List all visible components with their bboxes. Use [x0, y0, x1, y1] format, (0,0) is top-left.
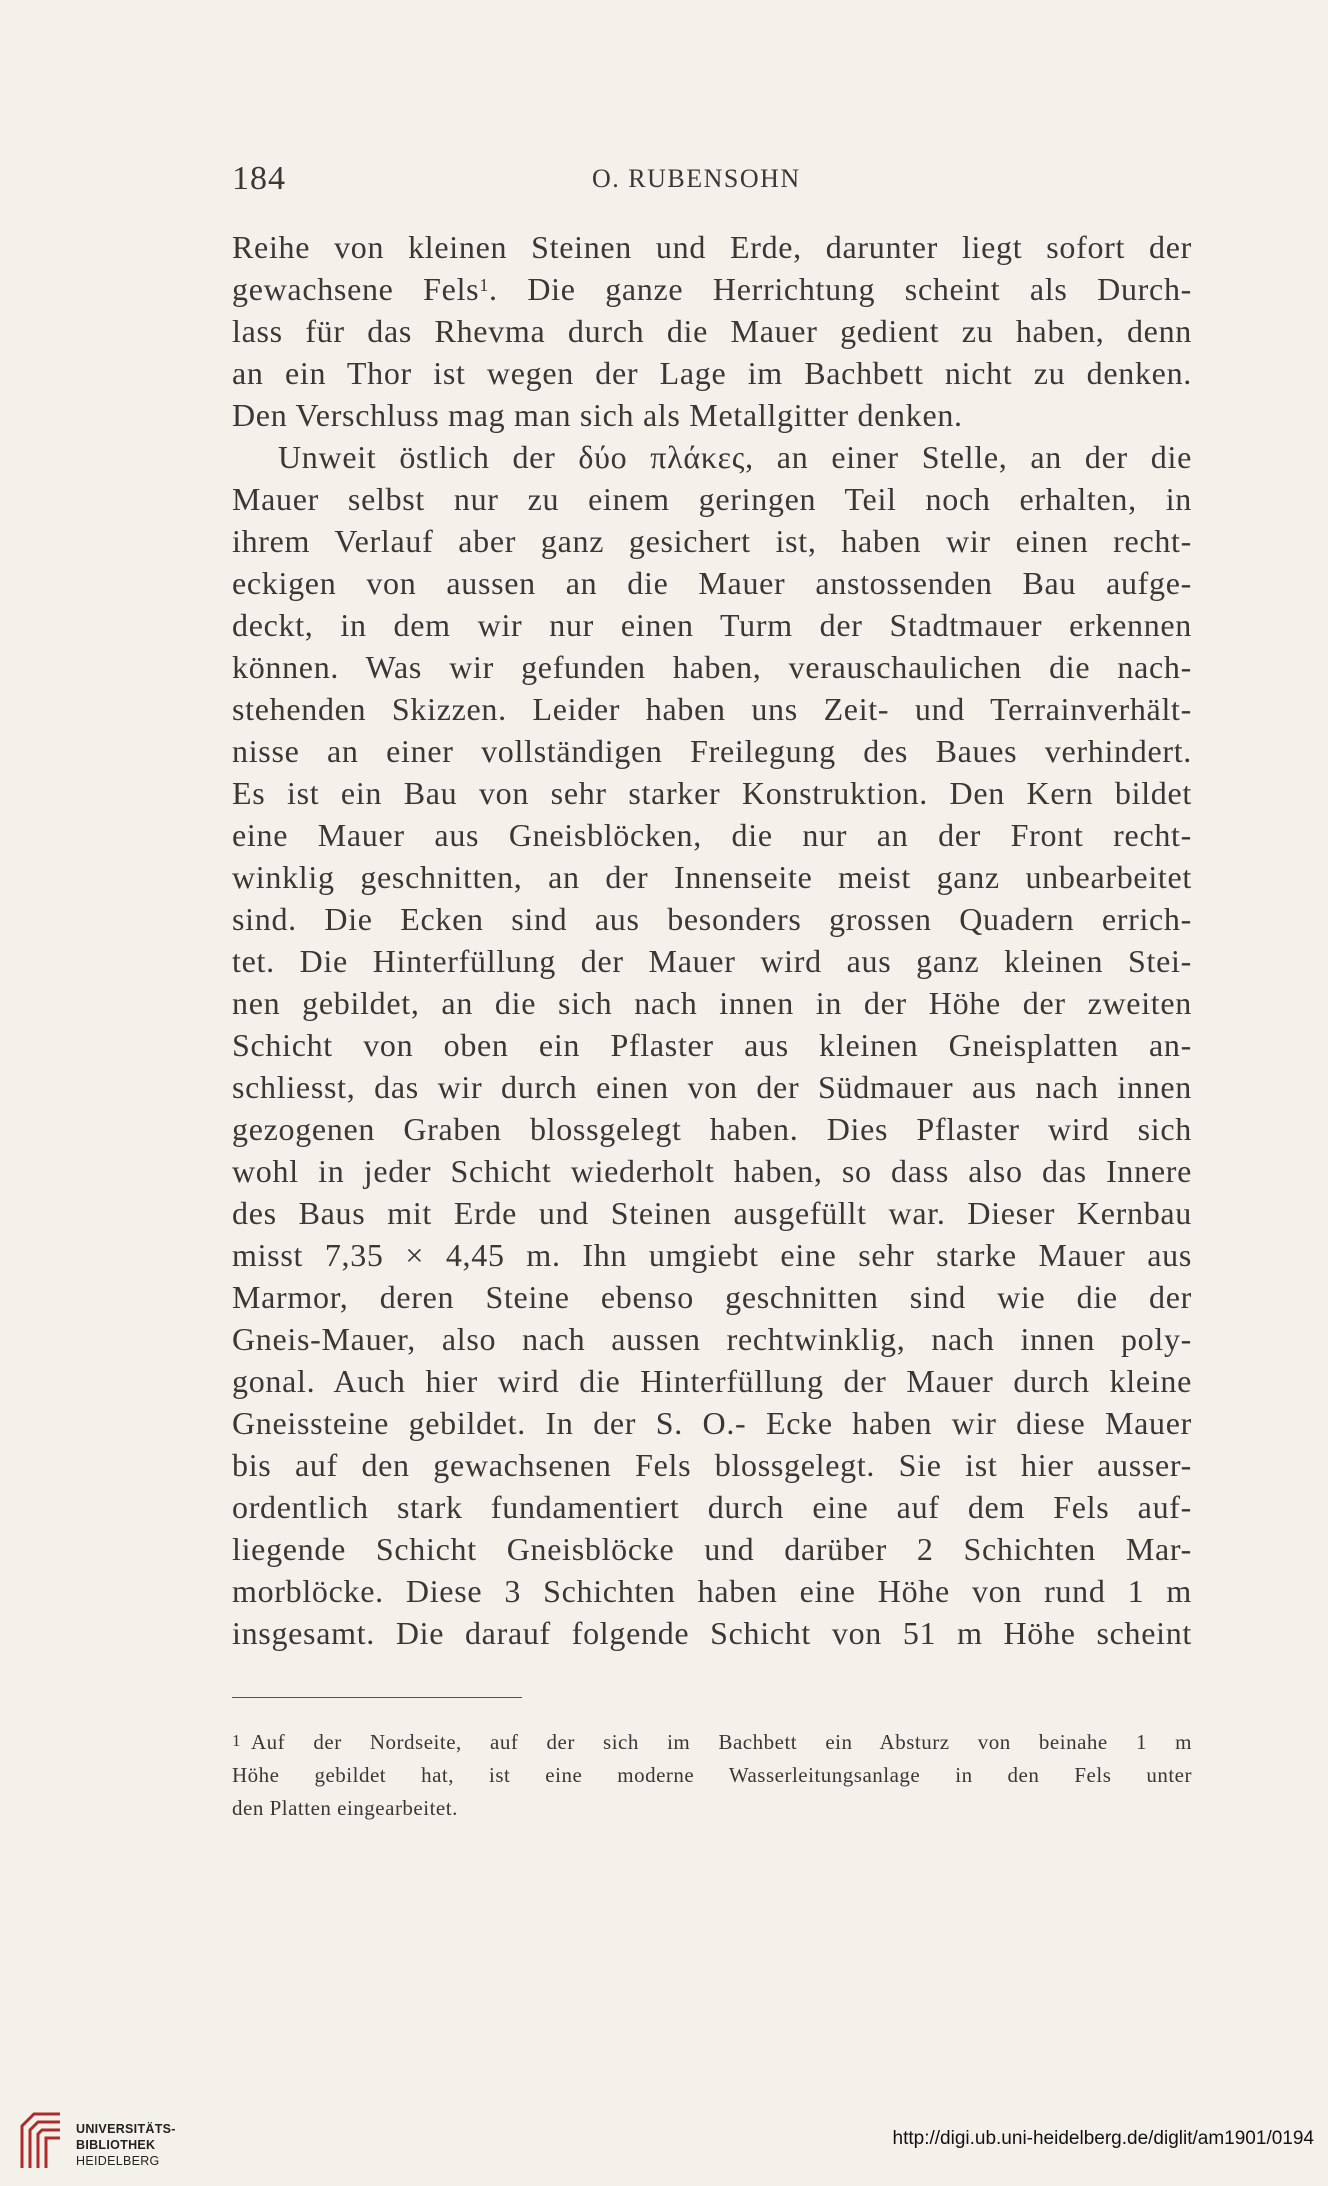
text-line: sind. Die Ecken sind aus besonders grossen Quadern errich-: [232, 901, 1192, 937]
text-line: des Baus mit Erde und Steinen ausgefüllt war. Dieser Kernbau: [232, 1195, 1192, 1231]
text-line: Den Verschluss mag man sich als Metallgitter denken.: [232, 397, 963, 433]
footnote-divider: [232, 1697, 522, 1698]
footnote-text: Auf der Nordseite, auf der sich im Bachbett ein Absturz von beinahe 1 m: [251, 1730, 1192, 1754]
library-name-line: UNIVERSITÄTS-: [76, 2122, 176, 2136]
text-line: wohl in jeder Schicht wiederholt haben, so dass also das Innere: [232, 1153, 1192, 1189]
text-line: können. Was wir gefunden haben, verauschaulichen die nach-: [232, 649, 1192, 685]
text-line: schliesst, das wir durch einen von der Südmauer aus nach innen: [232, 1069, 1192, 1105]
text-line: stehenden Skizzen. Leider haben uns Zeit- und Terrainverhält-: [232, 691, 1192, 727]
text-line: misst 7,35 × 4,45 m. Ihn umgiebt eine sehr starke Mauer aus: [232, 1237, 1192, 1273]
text-line: Unweit östlich der δύο πλάκες, an einer Stelle, an der die: [278, 439, 1192, 475]
text-line: ordentlich stark fundamentiert durch eine auf dem Fels auf-: [232, 1489, 1192, 1525]
text-segment: gewachsene Fels: [232, 271, 480, 307]
text-line: tet. Die Hinterfüllung der Mauer wird aus ganz kleinen Stei-: [232, 943, 1192, 979]
text-segment: .: [489, 271, 528, 307]
text-line: insgesamt. Die darauf folgende Schicht von 51 m Höhe scheint: [232, 1615, 1192, 1651]
source-url-link[interactable]: http://digi.ub.uni-heidelberg.de/diglit/am1901/0194: [892, 2128, 1314, 2149]
footnote-marker: 1: [232, 1731, 241, 1750]
text-segment: Die ganze Herrichtung scheint als Durch-: [527, 271, 1192, 307]
text-line: lass für das Rhevma durch die Mauer gedient zu haben, denn: [232, 313, 1192, 349]
text-line: liegende Schicht Gneisblöcke und darüber 2 Schichten Mar-: [232, 1531, 1192, 1567]
footnote-line: [232, 1726, 1192, 1759]
text-line: gezogenen Graben blossgelegt haben. Dies Pflaster wird sich: [232, 1111, 1192, 1147]
text-line: [232, 268, 1192, 310]
text-line: morblöcke. Diese 3 Schichten haben eine Höhe von rund 1 m: [232, 1573, 1192, 1609]
library-name-line: HEIDELBERG: [76, 2154, 160, 2168]
text-line: Es ist ein Bau von sehr starker Konstruktion. Den Kern bildet: [232, 775, 1192, 811]
footnotes: [232, 1726, 1192, 1825]
library-logo: [14, 2108, 184, 2174]
text-line: Marmor, deren Steine ebenso geschnitten sind wie die der: [232, 1279, 1192, 1315]
text-line: eine Mauer aus Gneisblöcken, die nur an der Front recht-: [232, 817, 1192, 853]
text-line: Reihe von kleinen Steinen und Erde, darunter liegt sofort der: [232, 229, 1192, 265]
library-name-line: BIBLIOTHEK: [76, 2138, 156, 2152]
text-line: Gneissteine gebildet. In der S. O.- Ecke haben wir diese Mauer: [232, 1405, 1192, 1441]
text-line: Mauer selbst nur zu einem geringen Teil noch erhalten, in: [232, 481, 1192, 517]
text-line: deckt, in dem wir nur einen Turm der Stadtmauer erkennen: [232, 607, 1192, 643]
text-line: gonal. Auch hier wird die Hinterfüllung der Mauer durch kleine: [232, 1363, 1192, 1399]
text-line: eckigen von aussen an die Mauer anstossenden Bau aufge-: [232, 565, 1192, 601]
text-line: ihrem Verlauf aber ganz gesichert ist, haben wir einen recht-: [232, 523, 1192, 559]
text-line: an ein Thor ist wegen der Lage im Bachbett nicht zu denken.: [232, 355, 1192, 391]
text-line: nisse an einer vollständigen Freilegung des Baues verhindert.: [232, 733, 1192, 769]
footnote-line: Höhe gebildet hat, ist eine moderne Wasserleitungsanlage in den Fels unter: [232, 1763, 1192, 1787]
text-line: bis auf den gewachsenen Fels blossgelegt. Sie ist hier ausser-: [232, 1447, 1192, 1483]
text-line: Gneis-Mauer, also nach aussen rechtwinklig, nach innen poly-: [232, 1321, 1192, 1357]
running-head: O. RUBENSOHN: [592, 164, 801, 193]
body-text: [232, 226, 1192, 1654]
footnote-line: den Platten eingearbeitet.: [232, 1796, 458, 1820]
text-line: winklig geschnitten, an der Innenseite meist ganz unbearbeitet: [232, 859, 1192, 895]
footnote-reference[interactable]: 1: [479, 275, 490, 295]
page-number: 184: [232, 160, 286, 197]
library-emblem-icon: [14, 2108, 68, 2172]
text-line: Schicht von oben ein Pflaster aus kleinen Gneisplatten an-: [232, 1027, 1192, 1063]
page-header: [232, 160, 1192, 210]
text-line: nen gebildet, an die sich nach innen in der Höhe der zweiten: [232, 985, 1192, 1021]
